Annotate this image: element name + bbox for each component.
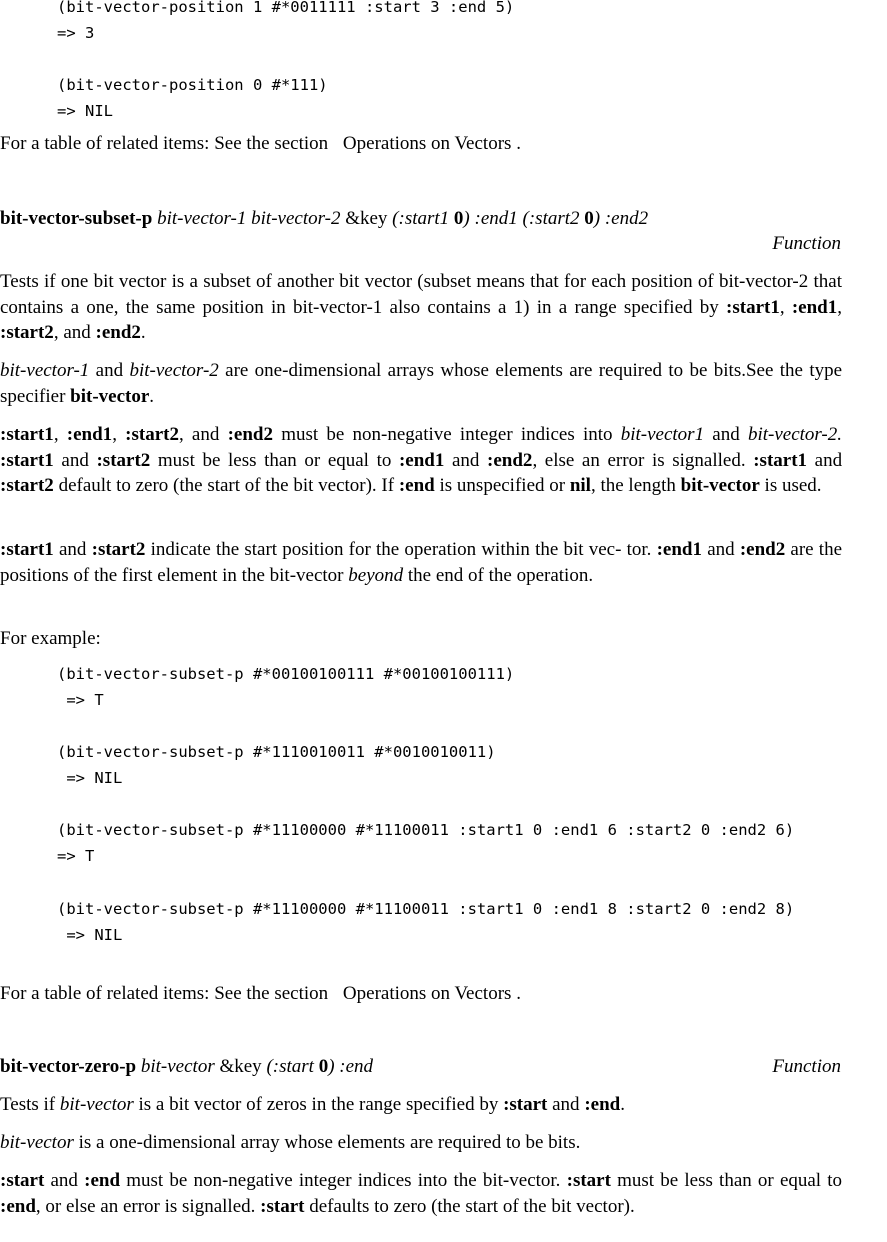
code-example-subset-1: [57, 661, 514, 713]
code-form: (bit-vector-subset-p #*11100000 #*11100011 :start1 0 :end1 6 :start2 0 :end2 6): [57, 821, 795, 839]
code-result: => T: [57, 847, 95, 865]
code-result: => T: [57, 691, 104, 709]
code-result: => NIL: [57, 769, 123, 787]
zero-signature: bit-vector-zero-p bit-vector &key (:start 0) :end: [0, 1056, 374, 1077]
code-form: (bit-vector-subset-p #*11100000 #*11100011 :start1 0 :end1 8 :start2 0 :end2 8): [57, 900, 795, 918]
code-result: => NIL: [57, 102, 113, 120]
code-form: (bit-vector-position 1 #*0011111 :start 3 :end 5): [57, 0, 515, 16]
related-text: For a table of related items: See the section: [0, 983, 329, 1004]
subset-signature: bit-vector-subset-p bit-vector-1 bit-vector-2 &key (:start1 0) :end1 (:start2 0) :end2: [0, 208, 649, 229]
code-example-subset-3: [57, 817, 794, 869]
related-link[interactable]: Operations on Vectors: [342, 983, 512, 1004]
zero-paragraph-1: Tests if bit-vector is a bit vector of zeros in the range specified by :start and :end.: [0, 1094, 625, 1115]
function-type-label: Function: [772, 233, 841, 254]
code-result: => NIL: [57, 926, 123, 944]
subset-paragraph-1: Tests if one bit vector is a subset of another bit vector (subset means that for each position of bit-vector-2 that contains a one, the same position in bit-vector-1 also contains a 1) in a range specified by :start1, :end1, :start2, and :end2.: [0, 271, 843, 343]
related-text: For a table of related items: See the section: [0, 133, 329, 154]
code-example-position-1: [57, 0, 514, 46]
related-items-line-2: [0, 981, 842, 1007]
example-label: For example:: [0, 628, 101, 649]
code-form: (bit-vector-subset-p #*00100100111 #*00100100111): [57, 665, 515, 683]
subset-paragraph-2: bit-vector-1 and bit-vector-2 are one-dimensional arrays whose elements are required to be bits.See the type specifier bit-vector.: [0, 360, 843, 407]
subset-paragraph-4: :start1 and :start2 indicate the start position for the operation within the bit vec- tor. :end1 and :end2 are the positions of the first element in the bit-vector beyond the end of the operation.: [0, 539, 842, 586]
code-form: (bit-vector-subset-p #*1110010011 #*0010010011): [57, 743, 496, 761]
code-form: (bit-vector-position 0 #*111): [57, 76, 328, 94]
code-example-subset-4: [57, 896, 794, 948]
subset-paragraph-3: :start1, :end1, :start2, and :end2 must be non-negative integer indices into bit-vector1 and bit-vector-2. :start1 and :start2 must be less than or equal to :end1 and :end2, else an error is signalled. :start1 and :start2 default to zero (the start of the bit vector). If :end is unspecified or nil, the length bit-vector is used.: [0, 424, 843, 496]
code-example-position-2: [57, 72, 328, 124]
function-type-label: Function: [772, 1056, 841, 1077]
related-items-line-1: [0, 131, 842, 157]
code-example-subset-2: [57, 739, 496, 791]
function-name: bit-vector-zero-p: [0, 1056, 137, 1077]
code-result: => 3: [57, 24, 95, 42]
related-link[interactable]: Operations on Vectors: [342, 133, 512, 154]
function-name: bit-vector-subset-p: [0, 208, 153, 229]
related-end: .: [516, 983, 521, 1004]
related-end: .: [516, 133, 521, 154]
zero-paragraph-3: :start and :end must be non-negative integer indices into the bit-vector. :start must be less than or equal to :end, or else an error is signalled. :start defaults to zero (the start of the bit vector).: [0, 1170, 843, 1217]
zero-paragraph-2: bit-vector is a one-dimensional array whose elements are required to be bits.: [0, 1132, 581, 1153]
